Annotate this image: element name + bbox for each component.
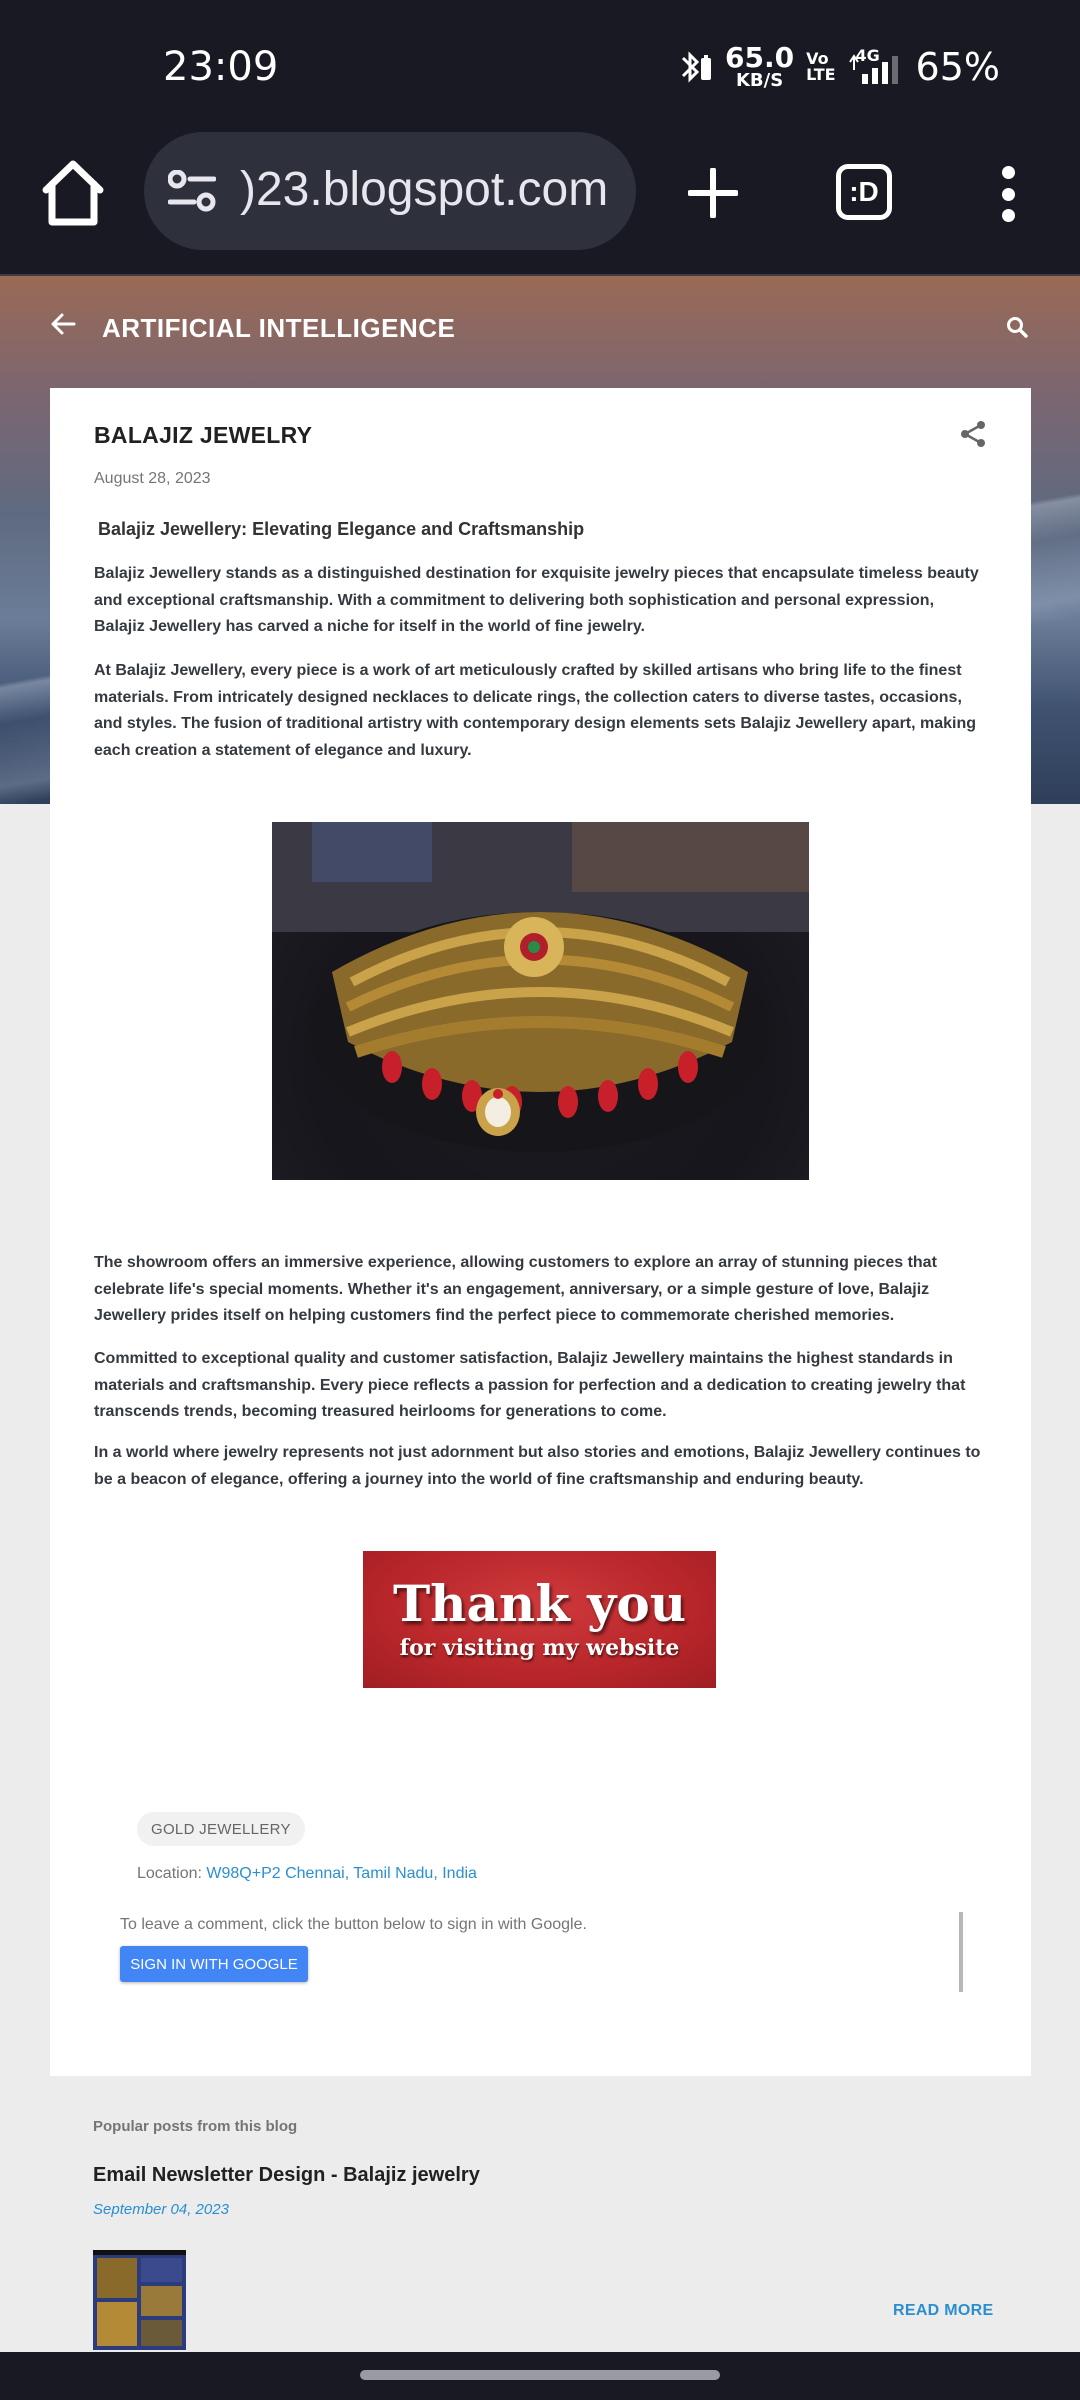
new-tab-icon[interactable] [688, 168, 738, 218]
status-time: 23:09 [163, 44, 279, 90]
net-speed-value: 65.0 [725, 41, 795, 74]
sign-in-with-google-button[interactable]: SIGN IN WITH GOOGLE [120, 1946, 308, 1982]
post-title: BALAJIZ JEWELRY [94, 422, 313, 448]
read-more-link[interactable]: READ MORE [893, 2302, 994, 2319]
tab-switcher-button[interactable]: :D [836, 164, 892, 220]
post-paragraph: In a world where jewelry represents not just adornment but also stories and emotions, Balajiz Jewellery continues to be a beacon of elegance, offering a journey into the world of fine craftsmanship and enduring beauty. [94, 1444, 981, 1488]
signal-icon [848, 48, 904, 86]
thank-you-subtext: for visiting my website [399, 1634, 680, 1661]
search-icon[interactable] [1006, 316, 1028, 338]
thank-you-banner-image[interactable] [363, 1551, 716, 1688]
gesture-handle[interactable] [360, 2370, 720, 2380]
popular-post-date: September 04, 2023 [93, 2201, 229, 2218]
popular-posts-heading: Popular posts from this blog [93, 2118, 298, 2135]
url-bar[interactable] [144, 132, 636, 250]
post-paragraph: Balajiz Jewellery stands as a distinguished destination for exquisite jewelry pieces that encapsulate timeless beauty and exceptional craftsmanship. With a commitment to delivering both sophistication and personal expression, Balajiz Jewellery has carved a niche for itself in the world of fine jewelry. [94, 565, 979, 635]
post-label-chip[interactable]: GOLD JEWELLERY [137, 1812, 305, 1846]
url-text[interactable]: )23.blogspot.com [240, 163, 609, 216]
post-card [50, 388, 1031, 2076]
volte-bottom: LTE [806, 65, 836, 84]
back-arrow-icon[interactable] [50, 312, 76, 336]
location-link[interactable]: W98Q+P2 Chennai, Tamil Nadu, India [206, 1865, 477, 1882]
post-date: August 28, 2023 [94, 470, 211, 487]
blog-title[interactable]: ARTIFICIAL INTELLIGENCE [102, 313, 456, 343]
network-type: 4G [855, 46, 880, 65]
post-paragraph: The showroom offers an immersive experience, allowing customers to explore an array of stunning pieces that celebrate life's special moments. Whether it's an engagement, anniversary, or a simple gesture of love, Balajiz Jewellery prides itself on helping customers find the perfect piece to commemorate cherished memories. [94, 1254, 937, 1324]
browser-toolbar [0, 130, 1080, 276]
share-icon[interactable] [960, 420, 986, 448]
battery-percent: 65% [915, 45, 1000, 89]
site-settings-icon[interactable] [168, 170, 216, 212]
volte-indicator [806, 51, 835, 83]
comment-hint: To leave a comment, click the button below to sign in with Google. [120, 1916, 587, 1933]
blog-header [0, 276, 1080, 380]
post-subtitle: Balajiz Jewellery: Elevating Elegance and Craftsmanship [98, 519, 585, 539]
location-prefix: Location: [137, 1865, 202, 1882]
necklace-image[interactable] [272, 822, 809, 1180]
net-speed-unit: KB/S [735, 70, 784, 91]
home-icon[interactable] [40, 158, 106, 228]
post-paragraph: At Balajiz Jewellery, every piece is a work of art meticulously crafted by skilled artisans who bring life to the finest materials. From intricately designed necklaces to delicate rings, the collection caters to diverse tastes, occasions, and styles. The fusion of traditional artistry with contemporary design elements sets Balajiz Jewellery apart, making each creation a statement of elegance and luxury. [94, 662, 977, 759]
popular-post-title[interactable]: Email Newsletter Design - Balajiz jewelry [93, 2164, 480, 2186]
volte-top: Vo [806, 49, 829, 68]
status-icons [679, 41, 1000, 91]
popular-post-thumbnail[interactable] [93, 2250, 186, 2350]
bluetooth-icon [679, 48, 713, 86]
status-bar [0, 0, 1080, 130]
browser-menu-icon[interactable] [990, 166, 1026, 222]
network-speed [725, 41, 795, 91]
thank-you-heading: Thank you [392, 1573, 687, 1633]
post-paragraph: Committed to exceptional quality and customer satisfaction, Balajiz Jewellery maintains the highest standards in materials and craftsmanship. Every piece reflects a passion for perfection and a dedication to creating jewelry that transcends trends, becoming treasured heirlooms for generations to come. [94, 1350, 966, 1420]
comment-scrollbar[interactable] [959, 1912, 963, 1992]
post-location [137, 1865, 477, 1883]
